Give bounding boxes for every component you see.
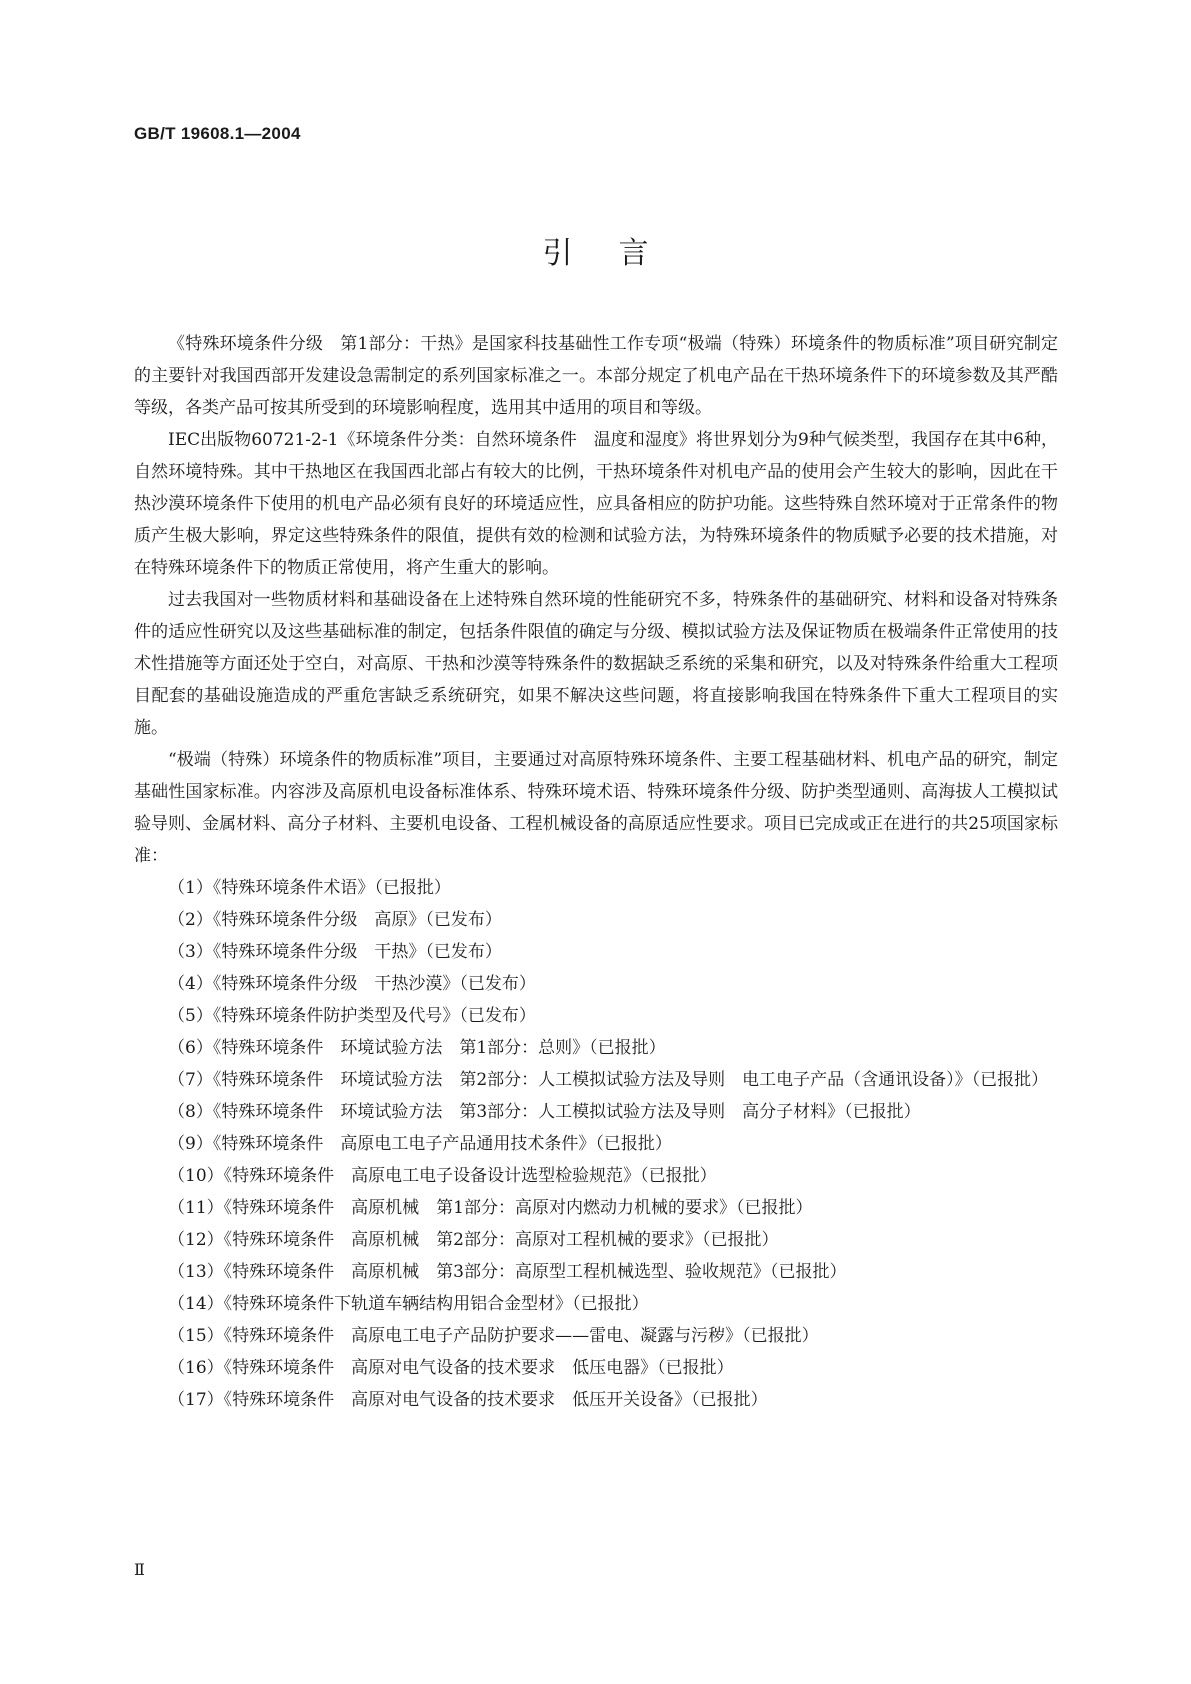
list-item: （8）《特殊环境条件 环境试验方法 第3部分：人工模拟试验方法及导则 高分子材料》（已报批） <box>168 1102 921 1122</box>
body-text <box>134 328 1058 1416</box>
list-item: （3）《特殊环境条件分级 干热》（已发布） <box>168 942 502 962</box>
page-number: Ⅱ <box>134 1560 145 1579</box>
list-item: （2）《特殊环境条件分级 高原》（已发布） <box>168 910 502 930</box>
list-item: （7）《特殊环境条件 环境试验方法 第2部分：人工模拟试验方法及导则 电工电子产品（含通讯设备）》（已报批） <box>168 1070 1049 1090</box>
list-item: （12）《特殊环境条件 高原机械 第2部分：高原对工程机械的要求》（已报批） <box>168 1230 779 1250</box>
list-item: （10）《特殊环境条件 高原电工电子设备设计选型检验规范》（已报批） <box>168 1166 717 1186</box>
list-item: （6）《特殊环境条件 环境试验方法 第1部分：总则》（已报批） <box>168 1038 666 1058</box>
standard-code: GB/T 19608.1—2004 <box>134 124 301 143</box>
list-item: （17）《特殊环境条件 高原对电气设备的技术要求 低压开关设备》（已报批） <box>168 1390 768 1410</box>
page-title: 引言 <box>542 236 695 271</box>
list-item: （4）《特殊环境条件分级 干热沙漠》（已发布） <box>168 974 536 994</box>
list-item: （11）《特殊环境条件 高原机械 第1部分：高原对内燃动力机械的要求》（已报批） <box>168 1198 813 1218</box>
paragraph: 《特殊环境条件分级 第1部分：干热》是国家科技基础性工作专项“极端（特殊）环境条件的物质标准”项目研究制定的主要针对我国西部开发建设急需制定的系列国家标准之一。本部分规定了机电产品在干热环境条件下的环境参数及其严酷等级，各类产品可按其所受到的环境影响程度，选用其中适用的项目和等级。 <box>134 334 1058 418</box>
list-item: （13）《特殊环境条件 高原机械 第3部分：高原型工程机械选型、验收规范》（已报批） <box>168 1262 847 1282</box>
list-item: （5）《特殊环境条件防护类型及代号》（已发布） <box>168 1006 536 1026</box>
list-item: （14）《特殊环境条件下轨道车辆结构用铝合金型材》（已报批） <box>168 1294 649 1314</box>
paragraph: IEC出版物60721-2-1《环境条件分类：自然环境条件 温度和湿度》将世界划分为9种气候类型，我国存在其中6种，自然环境特殊。其中干热地区在我国西北部占有较大的比例，干热环境条件对机电产品的使用会产生较大的影响，因此在干热沙漠环境条件下使用的机电产品必须有良好的环境适应性，应具备相应的防护功能。这些特殊自然环境对于正常条件的物质产生极大影响，界定这些特殊条件的限值，提供有效的检测和试验方法，为特殊环境条件的物质赋予必要的技术措施，对在特殊环境条件下的物质正常使用，将产生重大的影响。 <box>134 430 1058 578</box>
list-item: （16）《特殊环境条件 高原对电气设备的技术要求 低压电器》（已报批） <box>168 1358 734 1378</box>
paragraph: 过去我国对一些物质材料和基础设备在上述特殊自然环境的性能研究不多，特殊条件的基础研究、材料和设备对特殊条件的适应性研究以及这些基础标准的制定，包括条件限值的确定与分级、模拟试验方法及保证物质在极端条件正常使用的技术性措施等方面还处于空白，对高原、干热和沙漠等特殊条件的数据缺乏系统的采集和研究，以及对特殊条件给重大工程项目配套的基础设施造成的严重危害缺乏系统研究，如果不解决这些问题，将直接影响我国在特殊条件下重大工程项目的实施。 <box>134 590 1058 738</box>
paragraph: “极端（特殊）环境条件的物质标准”项目，主要通过对高原特殊环境条件、主要工程基础材料、机电产品的研究，制定基础性国家标准。内容涉及高原机电设备标准体系、特殊环境术语、特殊环境条件分级、防护类型通则、高海拔人工模拟试验导则、金属材料、高分子材料、主要机电设备、工程机械设备的高原适应性要求。项目已完成或正在进行的共25项国家标准： <box>134 750 1058 866</box>
list-item: （1）《特殊环境条件术语》（已报批） <box>168 878 451 898</box>
list-item: （15）《特殊环境条件 高原电工电子产品防护要求——雷电、凝露与污秽》（已报批） <box>168 1326 819 1346</box>
list-item: （9）《特殊环境条件 高原电工电子产品通用技术条件》（已报批） <box>168 1134 672 1154</box>
standards-list <box>134 872 1058 1416</box>
